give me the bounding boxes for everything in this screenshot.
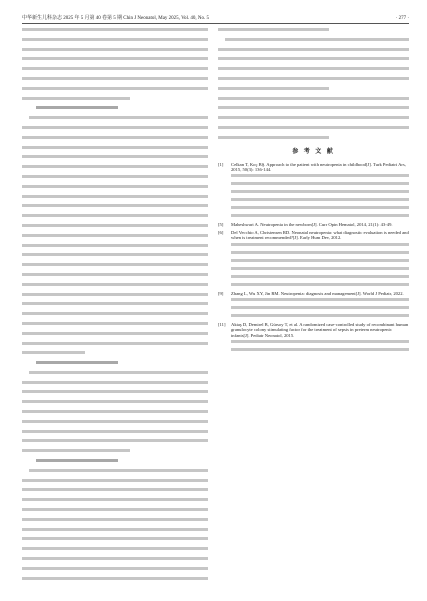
reference-item bbox=[218, 162, 409, 173]
text-line bbox=[22, 449, 130, 452]
text-line bbox=[218, 28, 329, 31]
text-line bbox=[218, 97, 409, 100]
reference-text: Celkan T, Koç BŞ. Approach to the patient with neutropenia in childhood[J]. Turk Pediatri Ars, 2015, 50(3): 136-144. bbox=[231, 161, 406, 172]
text-line bbox=[231, 214, 409, 217]
text-line bbox=[29, 469, 208, 472]
text-line bbox=[231, 243, 409, 246]
text-line bbox=[22, 390, 208, 393]
text-line bbox=[22, 57, 208, 60]
text-line bbox=[22, 136, 208, 139]
text-line bbox=[22, 400, 208, 403]
text-line bbox=[22, 165, 208, 168]
reference-text: Maheshwari A. Neutropenia in the newborn[J]. Curr Opin Hematol, 2014, 21(1): 43-49. bbox=[231, 222, 393, 228]
reference-number: [6] bbox=[218, 229, 224, 235]
text-line bbox=[22, 146, 208, 149]
text-line bbox=[22, 195, 208, 198]
text-line bbox=[29, 371, 208, 374]
text-line bbox=[22, 322, 208, 325]
text-line bbox=[22, 577, 208, 580]
text-line bbox=[22, 214, 208, 217]
text-line bbox=[22, 430, 208, 433]
text-line bbox=[231, 340, 409, 343]
section-heading-line bbox=[36, 361, 118, 364]
reference-number: [1] bbox=[218, 161, 224, 167]
reference-item bbox=[218, 291, 409, 296]
text-line bbox=[22, 342, 208, 345]
header-rule bbox=[22, 23, 409, 24]
reference-item bbox=[218, 222, 409, 227]
text-line bbox=[218, 136, 329, 139]
text-line bbox=[231, 259, 409, 262]
text-line bbox=[22, 155, 208, 158]
text-line bbox=[231, 283, 409, 286]
text-line bbox=[231, 206, 409, 209]
page-number: · 277 · bbox=[395, 16, 409, 21]
reference-number: [9] bbox=[218, 290, 224, 296]
text-line bbox=[231, 190, 409, 193]
text-line bbox=[218, 87, 329, 90]
text-line bbox=[22, 537, 208, 540]
text-line bbox=[22, 312, 208, 315]
reference-number: [11] bbox=[218, 322, 226, 327]
text-line bbox=[22, 381, 208, 384]
left-text-column bbox=[22, 28, 208, 586]
text-line bbox=[22, 126, 208, 129]
section-heading-line bbox=[36, 106, 118, 109]
text-line bbox=[22, 283, 208, 286]
text-line bbox=[22, 518, 208, 521]
journal-header: 中华新生儿科杂志 2025 年 5 月第 40 卷第 5 期 Chin J Neonatol, May 2025, Vol. 40, No. 5 bbox=[22, 16, 210, 21]
text-line bbox=[22, 488, 208, 491]
text-line bbox=[22, 244, 208, 247]
reference-text: Zhang L, Wu XY, Jin RM. Neutropenia: diagnosis and management[J]. World J Pediatr, 2022. bbox=[231, 290, 404, 296]
text-line bbox=[22, 351, 85, 354]
text-line bbox=[22, 547, 208, 550]
text-line bbox=[22, 87, 208, 90]
text-line bbox=[22, 302, 208, 305]
page-header bbox=[22, 11, 409, 21]
text-line bbox=[22, 77, 208, 80]
text-line bbox=[22, 293, 208, 296]
reference-number: [5] bbox=[218, 222, 224, 228]
text-line bbox=[22, 439, 208, 442]
reference-text: Aktaş D, Demirel B, Gürsoy T, et al. A randomized case-controlled study of recombinant human granulocyte colony stimulating factor for the treatment of sepsis in preterm neutropenic infants[J]. Pediatr Neonatol, 2015. bbox=[231, 322, 409, 338]
text-line bbox=[218, 57, 409, 60]
text-line bbox=[22, 557, 208, 560]
text-line bbox=[22, 273, 208, 276]
text-line bbox=[22, 175, 208, 178]
text-line bbox=[22, 263, 208, 266]
text-line bbox=[231, 267, 409, 270]
text-line bbox=[22, 253, 208, 256]
text-line bbox=[231, 314, 409, 317]
reference-item bbox=[218, 230, 409, 241]
text-line bbox=[22, 498, 208, 501]
text-line bbox=[22, 234, 208, 237]
text-line bbox=[22, 420, 208, 423]
text-line bbox=[22, 508, 208, 511]
text-line bbox=[22, 185, 208, 188]
text-line bbox=[218, 106, 409, 109]
text-line bbox=[231, 251, 409, 254]
text-line bbox=[22, 48, 208, 51]
text-line bbox=[218, 48, 409, 51]
text-line bbox=[231, 174, 409, 177]
text-line bbox=[22, 28, 208, 31]
reference-text: Del Vecchio A, Christensen RD. Neonatal neutropenia: what diagnostic evaluation is needed and when is treatment recommended?[J]. Early Hum Dev, 2012. bbox=[231, 229, 409, 241]
text-line bbox=[231, 306, 409, 309]
text-line bbox=[22, 38, 208, 41]
text-line bbox=[231, 275, 409, 278]
text-line bbox=[218, 116, 409, 119]
text-line bbox=[22, 567, 208, 570]
text-line bbox=[231, 298, 409, 301]
text-line bbox=[22, 479, 208, 482]
right-text-column bbox=[218, 28, 409, 356]
text-line bbox=[29, 116, 208, 119]
text-line bbox=[218, 126, 409, 129]
text-line bbox=[22, 97, 130, 100]
text-line bbox=[22, 67, 208, 70]
text-line bbox=[231, 182, 409, 185]
text-line bbox=[22, 410, 208, 413]
text-line bbox=[22, 332, 208, 335]
text-line bbox=[218, 67, 409, 70]
text-line bbox=[22, 204, 208, 207]
text-line bbox=[22, 224, 208, 227]
references-title: 参 考 文 献 bbox=[292, 148, 335, 155]
text-line bbox=[22, 528, 208, 531]
text-line bbox=[218, 77, 409, 80]
text-line bbox=[225, 38, 409, 41]
text-line bbox=[231, 198, 409, 201]
section-heading-line bbox=[36, 459, 118, 462]
reference-item bbox=[218, 322, 409, 338]
text-line bbox=[231, 348, 409, 351]
